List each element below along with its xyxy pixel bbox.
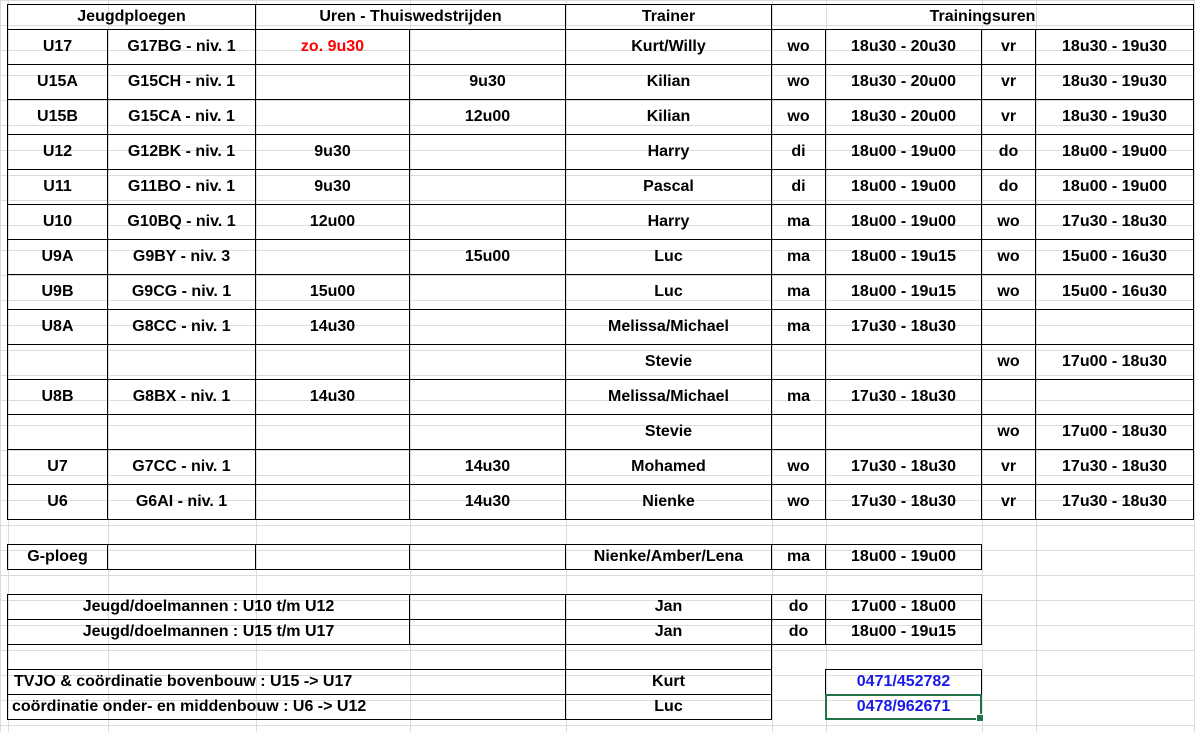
coordination-name-cell[interactable]: Luc xyxy=(565,694,772,720)
training-time-cell[interactable]: 18u00 - 19u15 xyxy=(825,274,982,310)
trainer-cell[interactable]: Luc xyxy=(565,274,772,310)
training-day-cell[interactable]: wo xyxy=(771,99,826,135)
team-cell[interactable]: U6 xyxy=(7,484,108,520)
team-code-cell[interactable]: G11BO - niv. 1 xyxy=(107,169,256,205)
trainer-cell[interactable]: Harry xyxy=(565,134,772,170)
team-code-cell[interactable] xyxy=(107,414,256,450)
training-time-cell[interactable] xyxy=(1035,309,1194,345)
training-time-cell[interactable]: 17u30 - 18u30 xyxy=(1035,484,1194,520)
training-day-cell[interactable]: wo xyxy=(771,64,826,100)
team-cell[interactable]: U8A xyxy=(7,309,108,345)
training-time-cell[interactable]: 18u00 - 19u00 xyxy=(1035,169,1194,205)
home-hour-cell[interactable] xyxy=(255,449,410,485)
home-hour-cell[interactable] xyxy=(409,344,566,380)
phone-number-cell-selected[interactable]: 0478/962671 xyxy=(825,694,982,720)
home-hour-cell[interactable] xyxy=(255,484,410,520)
coordination-name-cell[interactable]: Kurt xyxy=(565,669,772,695)
training-day-cell[interactable]: ma xyxy=(771,204,826,240)
home-hour-cell[interactable]: 9u30 xyxy=(409,64,566,100)
team-code-cell[interactable]: G15CH - niv. 1 xyxy=(107,64,256,100)
home-hour-cell[interactable] xyxy=(409,414,566,450)
trainer-cell[interactable]: Stevie xyxy=(565,414,772,450)
keeper-time-cell[interactable]: 18u00 - 19u15 xyxy=(825,619,982,645)
keeper-label-cell[interactable]: Jeugd/doelmannen : U10 t/m U12 xyxy=(7,594,410,620)
training-day-cell[interactable]: wo xyxy=(981,204,1036,240)
home-hour-cell[interactable] xyxy=(409,274,566,310)
training-day-cell[interactable] xyxy=(981,379,1036,415)
keeper-empty-cell[interactable] xyxy=(409,619,566,645)
training-time-cell[interactable]: 17u30 - 18u30 xyxy=(825,379,982,415)
trainer-cell[interactable]: Stevie xyxy=(565,344,772,380)
training-day-cell[interactable]: vr xyxy=(981,64,1036,100)
coordination-spacer-cell[interactable] xyxy=(565,644,772,670)
training-day-cell[interactable]: vr xyxy=(981,484,1036,520)
keeper-trainer-cell[interactable]: Jan xyxy=(565,594,772,620)
trainer-cell[interactable]: Pascal xyxy=(565,169,772,205)
keeper-label-cell[interactable]: Jeugd/doelmannen : U15 t/m U17 xyxy=(7,619,410,645)
keeper-trainer-cell[interactable]: Jan xyxy=(565,619,772,645)
team-cell[interactable]: U15B xyxy=(7,99,108,135)
training-time-cell[interactable]: 18u30 - 19u30 xyxy=(1035,64,1194,100)
home-hour-cell[interactable]: 15u00 xyxy=(409,239,566,275)
training-day-cell[interactable]: wo xyxy=(771,29,826,65)
training-day-cell[interactable]: di xyxy=(771,169,826,205)
team-cell[interactable] xyxy=(7,414,108,450)
team-code-cell[interactable]: G12BK - niv. 1 xyxy=(107,134,256,170)
home-hour-cell[interactable]: zo. 9u30 xyxy=(255,29,410,65)
home-hour-cell[interactable] xyxy=(409,309,566,345)
training-day-cell[interactable]: do xyxy=(981,169,1036,205)
team-code-cell[interactable]: G10BQ - niv. 1 xyxy=(107,204,256,240)
home-hour-cell[interactable]: 14u30 xyxy=(409,484,566,520)
gploeg-day-cell[interactable]: ma xyxy=(771,544,826,570)
training-time-cell[interactable]: 18u30 - 20u00 xyxy=(825,64,982,100)
training-day-cell[interactable]: vr xyxy=(981,29,1036,65)
team-code-cell[interactable] xyxy=(107,344,256,380)
header-home-hours[interactable]: Uren - Thuiswedstrijden xyxy=(255,4,566,30)
training-time-cell[interactable]: 18u30 - 19u30 xyxy=(1035,29,1194,65)
training-time-cell[interactable]: 17u30 - 18u30 xyxy=(1035,449,1194,485)
training-day-cell[interactable]: ma xyxy=(771,379,826,415)
gploeg-empty-cell[interactable] xyxy=(255,544,410,570)
home-hour-cell[interactable]: 12u00 xyxy=(409,99,566,135)
team-code-cell[interactable]: G6AI - niv. 1 xyxy=(107,484,256,520)
training-time-cell[interactable]: 18u00 - 19u00 xyxy=(1035,134,1194,170)
training-time-cell[interactable]: 17u30 - 18u30 xyxy=(825,309,982,345)
keeper-time-cell[interactable]: 17u00 - 18u00 xyxy=(825,594,982,620)
training-time-cell[interactable]: 15u00 - 16u30 xyxy=(1035,274,1194,310)
training-time-cell[interactable]: 17u30 - 18u30 xyxy=(1035,204,1194,240)
trainer-cell[interactable]: Kilian xyxy=(565,99,772,135)
keeper-day-cell[interactable]: do xyxy=(771,594,826,620)
trainer-cell[interactable]: Mohamed xyxy=(565,449,772,485)
coordination-label-cell[interactable]: TVJO & coördinatie bovenbouw : U15 -> U17 xyxy=(7,669,566,695)
training-day-cell[interactable]: ma xyxy=(771,239,826,275)
training-time-cell[interactable] xyxy=(825,414,982,450)
home-hour-cell[interactable] xyxy=(255,344,410,380)
team-cell[interactable]: U10 xyxy=(7,204,108,240)
header-trainer[interactable]: Trainer xyxy=(565,4,772,30)
team-code-cell[interactable]: G9BY - niv. 3 xyxy=(107,239,256,275)
keeper-empty-cell[interactable] xyxy=(409,594,566,620)
training-day-cell[interactable]: vr xyxy=(981,99,1036,135)
trainer-cell[interactable]: Nienke xyxy=(565,484,772,520)
home-hour-cell[interactable] xyxy=(409,379,566,415)
team-cell[interactable]: U7 xyxy=(7,449,108,485)
team-code-cell[interactable]: G7CC - niv. 1 xyxy=(107,449,256,485)
training-day-cell[interactable]: wo xyxy=(981,344,1036,380)
training-day-cell[interactable] xyxy=(771,414,826,450)
training-time-cell[interactable]: 18u00 - 19u15 xyxy=(825,239,982,275)
training-day-cell[interactable]: wo xyxy=(981,274,1036,310)
trainer-cell[interactable]: Kilian xyxy=(565,64,772,100)
home-hour-cell[interactable]: 12u00 xyxy=(255,204,410,240)
coordination-spacer-cell[interactable] xyxy=(7,644,566,670)
home-hour-cell[interactable] xyxy=(255,64,410,100)
gploeg-empty-cell[interactable] xyxy=(107,544,256,570)
home-hour-cell[interactable]: 9u30 xyxy=(255,169,410,205)
training-time-cell[interactable]: 18u00 - 19u00 xyxy=(825,204,982,240)
gploeg-time-cell[interactable]: 18u00 - 19u00 xyxy=(825,544,982,570)
trainer-cell[interactable]: Kurt/Willy xyxy=(565,29,772,65)
gploeg-trainer-cell[interactable]: Nienke/Amber/Lena xyxy=(565,544,772,570)
training-day-cell[interactable] xyxy=(771,344,826,380)
trainer-cell[interactable]: Melissa/Michael xyxy=(565,309,772,345)
training-time-cell[interactable] xyxy=(1035,379,1194,415)
training-time-cell[interactable]: 18u30 - 20u00 xyxy=(825,99,982,135)
home-hour-cell[interactable]: 15u00 xyxy=(255,274,410,310)
training-time-cell[interactable]: 18u00 - 19u00 xyxy=(825,169,982,205)
training-day-cell[interactable]: do xyxy=(981,134,1036,170)
training-time-cell[interactable]: 18u30 - 20u30 xyxy=(825,29,982,65)
home-hour-cell[interactable] xyxy=(255,239,410,275)
home-hour-cell[interactable] xyxy=(409,134,566,170)
home-hour-cell[interactable]: 14u30 xyxy=(255,379,410,415)
team-code-cell[interactable]: G9CG - niv. 1 xyxy=(107,274,256,310)
team-cell[interactable]: U11 xyxy=(7,169,108,205)
training-day-cell[interactable]: wo xyxy=(981,239,1036,275)
team-code-cell[interactable]: G8CC - niv. 1 xyxy=(107,309,256,345)
training-day-cell[interactable]: wo xyxy=(771,484,826,520)
home-hour-cell[interactable] xyxy=(255,99,410,135)
home-hour-cell[interactable]: 9u30 xyxy=(255,134,410,170)
team-code-cell[interactable]: G8BX - niv. 1 xyxy=(107,379,256,415)
team-cell[interactable]: U15A xyxy=(7,64,108,100)
home-hour-cell[interactable] xyxy=(409,169,566,205)
team-cell[interactable] xyxy=(7,344,108,380)
team-cell[interactable]: U9B xyxy=(7,274,108,310)
training-day-cell[interactable]: di xyxy=(771,134,826,170)
training-time-cell[interactable]: 18u30 - 19u30 xyxy=(1035,99,1194,135)
training-time-cell[interactable] xyxy=(825,344,982,380)
training-day-cell[interactable]: ma xyxy=(771,309,826,345)
training-day-cell[interactable] xyxy=(981,309,1036,345)
gploeg-empty-cell[interactable] xyxy=(409,544,566,570)
training-day-cell[interactable]: wo xyxy=(981,414,1036,450)
home-hour-cell[interactable]: 14u30 xyxy=(255,309,410,345)
home-hour-cell[interactable] xyxy=(409,29,566,65)
home-hour-cell[interactable] xyxy=(409,204,566,240)
training-time-cell[interactable]: 18u00 - 19u00 xyxy=(825,134,982,170)
team-cell[interactable]: U8B xyxy=(7,379,108,415)
trainer-cell[interactable]: Luc xyxy=(565,239,772,275)
header-training-hours[interactable]: Trainingsuren xyxy=(771,4,1194,30)
team-cell[interactable]: U12 xyxy=(7,134,108,170)
training-day-cell[interactable]: wo xyxy=(771,449,826,485)
training-day-cell[interactable]: ma xyxy=(771,274,826,310)
team-code-cell[interactable]: G15CA - niv. 1 xyxy=(107,99,256,135)
training-day-cell[interactable]: vr xyxy=(981,449,1036,485)
phone-number-cell[interactable]: 0471/452782 xyxy=(825,669,982,695)
coordination-label-cell[interactable]: coördinatie onder- en middenbouw : U6 -> U12 xyxy=(7,694,566,720)
team-code-cell[interactable]: G17BG - niv. 1 xyxy=(107,29,256,65)
team-cell[interactable]: U17 xyxy=(7,29,108,65)
home-hour-cell[interactable] xyxy=(255,414,410,450)
trainer-cell[interactable]: Harry xyxy=(565,204,772,240)
training-time-cell[interactable]: 17u30 - 18u30 xyxy=(825,449,982,485)
keeper-day-cell[interactable]: do xyxy=(771,619,826,645)
training-time-cell[interactable]: 17u00 - 18u30 xyxy=(1035,414,1194,450)
training-time-cell[interactable]: 17u30 - 18u30 xyxy=(825,484,982,520)
trainer-cell[interactable]: Melissa/Michael xyxy=(565,379,772,415)
gploeg-team-cell[interactable]: G-ploeg xyxy=(7,544,108,570)
team-cell[interactable]: U9A xyxy=(7,239,108,275)
training-time-cell[interactable]: 15u00 - 16u30 xyxy=(1035,239,1194,275)
header-teams[interactable]: Jeugdploegen xyxy=(7,4,256,30)
home-hour-cell[interactable]: 14u30 xyxy=(409,449,566,485)
training-time-cell[interactable]: 17u00 - 18u30 xyxy=(1035,344,1194,380)
